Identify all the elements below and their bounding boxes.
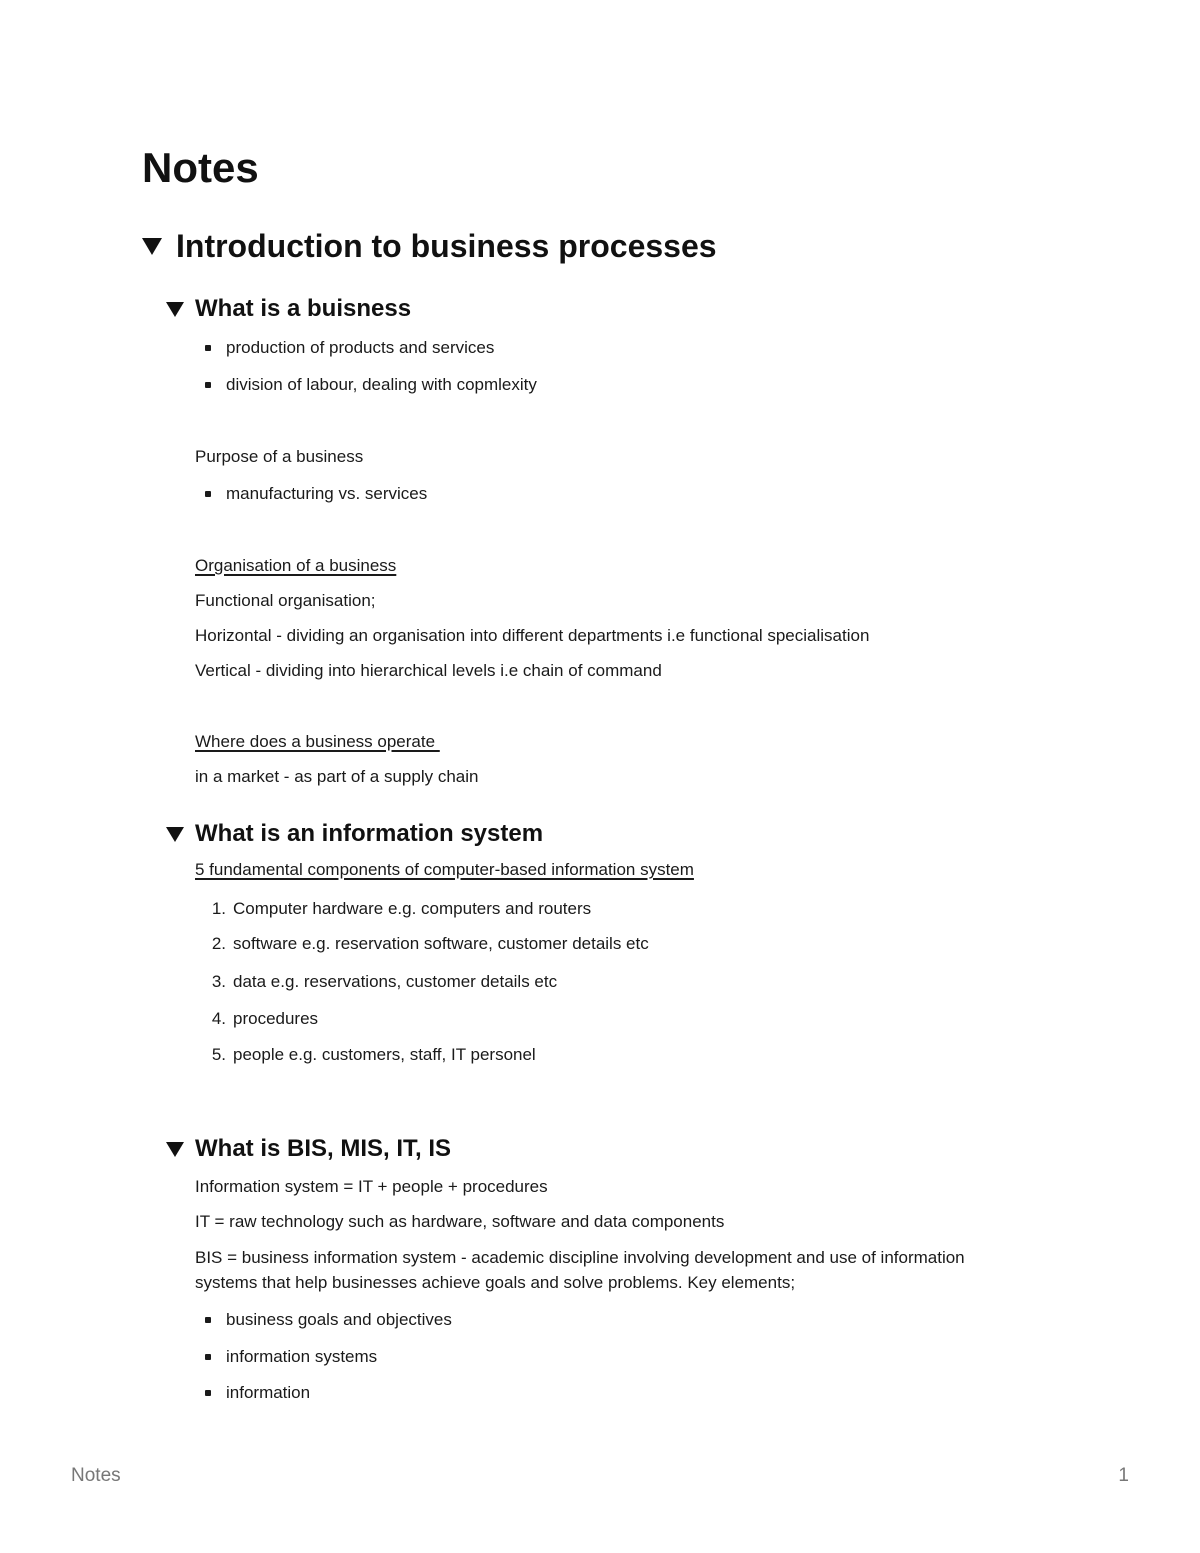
- list-item: manufacturing vs. services: [195, 482, 427, 506]
- numbered-item: 3. data e.g. reservations, customer details etc: [211, 972, 558, 991]
- page-title: Notes: [142, 144, 259, 191]
- subsection-heading-text: What is a buisness: [195, 295, 412, 322]
- list-item: business goals and objectives: [195, 1308, 452, 1332]
- bullet-icon: [205, 382, 211, 388]
- expand-toggle-icon[interactable]: [166, 302, 184, 317]
- bullet-icon: [205, 1317, 211, 1323]
- numbered-item: 2. software e.g. reservation software, customer details etc: [211, 934, 649, 953]
- purpose-label: Purpose of a business: [195, 447, 364, 466]
- page-number: 1: [1118, 1465, 1129, 1486]
- text-line: in a market - as part of a supply chain: [195, 767, 479, 786]
- list-item: production of products and services: [195, 336, 494, 360]
- footer-title: Notes: [71, 1465, 121, 1486]
- list-item: information systems: [195, 1345, 377, 1369]
- section-heading-intro[interactable]: [142, 226, 717, 266]
- numbered-item: 4. procedures: [211, 1009, 319, 1028]
- subsection-heading-information-system[interactable]: [166, 819, 543, 849]
- list-item: information: [195, 1381, 310, 1405]
- expand-toggle-icon[interactable]: [166, 827, 184, 842]
- text-line: Functional organisation;: [195, 591, 376, 610]
- bullet-icon: [205, 345, 211, 351]
- text-line: Horizontal - dividing an organisation into different departments i.e functional specialisation: [195, 626, 870, 645]
- subsection-heading-text: What is an information system: [195, 820, 544, 847]
- numbered-item: 5. people e.g. customers, staff, IT personel: [211, 1045, 536, 1064]
- list-item: division of labour, dealing with copmlexity: [195, 373, 537, 397]
- section-heading-text: Introduction to business processes: [176, 228, 717, 264]
- bullet-icon: [205, 1354, 211, 1360]
- subsection-heading-business[interactable]: [166, 294, 411, 324]
- text-line: Vertical - dividing into hierarchical levels i.e chain of command: [195, 661, 662, 680]
- numbered-item: 1. Computer hardware e.g. computers and routers: [211, 899, 592, 918]
- text-line: IT = raw technology such as hardware, software and data components: [195, 1212, 725, 1231]
- bullet-icon: [205, 491, 211, 497]
- bullet-icon: [205, 1390, 211, 1396]
- text-paragraph: BIS = business information system - academic discipline involving development and use of information systems that help businesses achieve goals and solve problems. Key elements;: [195, 1248, 965, 1292]
- organisation-heading: Organisation of a business: [195, 556, 397, 575]
- subsection-heading-bis-mis[interactable]: [166, 1134, 451, 1164]
- text-line: Information system = IT + people + procedures: [195, 1177, 548, 1196]
- expand-toggle-icon[interactable]: [166, 1142, 184, 1157]
- subsection-heading-text: What is BIS, MIS, IT, IS: [195, 1135, 452, 1162]
- expand-toggle-icon[interactable]: [142, 238, 162, 255]
- components-heading: 5 fundamental components of computer-based information system: [195, 860, 694, 879]
- operate-heading: Where does a business operate: [195, 732, 440, 751]
